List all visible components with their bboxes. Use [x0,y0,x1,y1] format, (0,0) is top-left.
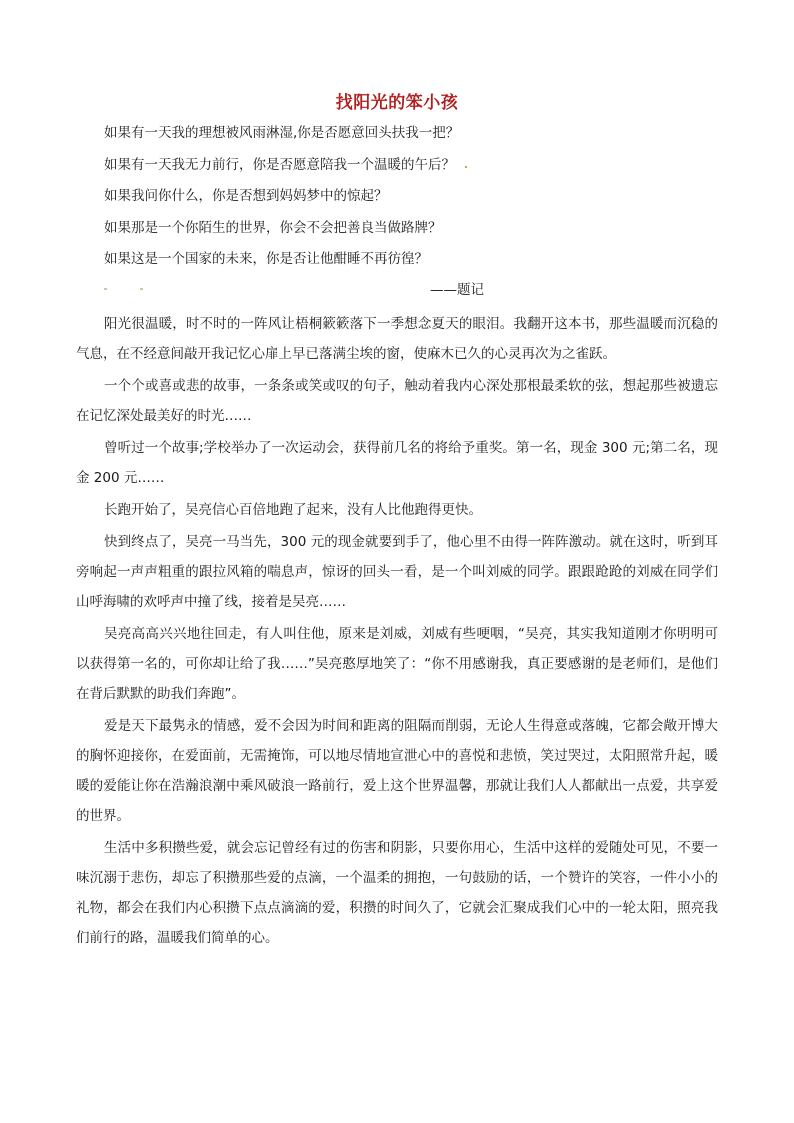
paragraph-4: 长跑开始了，吴亮信心百倍地跑了起来，没有人比他跑得更快。 [104,502,482,518]
paragraph-6: 吴亮高高兴兴地往回走，有人叫住他，原来是刘威，刘威有些哽咽，“吴亮，其实我知道刚才你明明可以获得第一名的，可你却让给了我……”吴亮憨厚地笑了：“你不用感谢我，真正要感谢的是老师们，是他们在背后默默的助我们奔跑”。 [76,626,718,702]
article-body [76,309,718,953]
poem-line-3 [104,184,744,216]
poem-line-4-text: 如果那是一个你陌生的世界，你会不会把善良当做路牌？ [104,219,442,236]
poem-line-3-text: 如果我问你什么，你是否想到妈妈梦中的惊起？ [104,188,388,205]
poem-line-2 [104,153,744,185]
stray-mark [104,288,107,290]
poem-line-5-text: 如果这是一个国家的未来，你是否让他酣睡不再彷徨？ [104,251,428,268]
poem-line-1-text: 如果有一天我的理想被风雨淋湿,你是否愿意回头扶我一把？ [104,125,460,141]
poem-line-5 [104,247,744,279]
stray-dot-mark [465,166,467,168]
paragraph-1: 阳光很温暖，时不时的一阵风让梧桐簌簌落下一季想念夏天的眼泪。我翻开这本书，那些温暖而沉稳的气息，在不经意间敲开我记忆心扉上早已落满尘埃的窗，使麻木已久的心灵再次为之雀跃。 [76,316,718,362]
paragraph-8: 生活中多积攒些爱，就会忘记曾经有过的伤害和阴影，只要你用心，生活中这样的爱随处可见，不要一味沉溺于悲伤，却忘了积攒那些爱的点滴，一个温柔的拥抱，一句鼓励的话，一个赞许的笑容，一件小小的礼物，都会在我们内心积攒下点点滴滴的爱，积攒的时间久了，它就会汇聚成我们心中的一轮太阳，照亮我们前行的路，温暖我们简单的心。 [76,840,718,946]
paragraph-2: 一个个或喜或悲的故事，一条条或笑或叹的句子，触动着我内心深处那根最柔软的弦，想起那些被遗忘在记忆深处最美好的时光…… [76,378,718,424]
document-title: 找阳光的笨小孩 [335,93,459,113]
poem-block [104,121,744,279]
paragraph-5: 快到终点了，吴亮一马当先，300 元的现金就要到手了，他心里不由得一阵阵激动。就在这时，听到耳旁响起一声声粗重的跟拉风箱的喘息声，惊讶的回头一看，是一个叫刘威的同学。跟跟跄跄的刘威在同学们山呼海啸的欢呼声中撞了线，接着是吴亮…… [76,534,718,610]
poem-line-1 [104,121,744,153]
stray-mark [140,288,143,290]
inscription-text: ——题记 [430,282,484,298]
poem-line-4 [104,216,744,248]
paragraph-7: 爱是天下最隽永的情感，爱不会因为时间和距离的阻隔而削弱，无论人生得意或落魄，它都会敞开博大的胸怀迎接你，在爱面前，无需掩饰，可以地尽情地宣泄心中的喜悦和悲愤，笑过哭过，太阳照常升起，暖暖的爱能让你在浩瀚浪潮中乘风破浪一路前行，爱上这个世界温馨，那就让我们人人都献出一点爱，共享爱的世界。 [76,718,718,824]
paragraph-3: 曾听过一个故事;学校举办了一次运动会，获得前几名的将给予重奖。第一名，现金 300 元;第二名，现金 200 元…… [76,440,718,486]
inscription-row [104,278,484,302]
poem-line-2-text: 如果有一天我无力前行，你是否愿意陪我一个温暖的午后？ [104,156,455,173]
